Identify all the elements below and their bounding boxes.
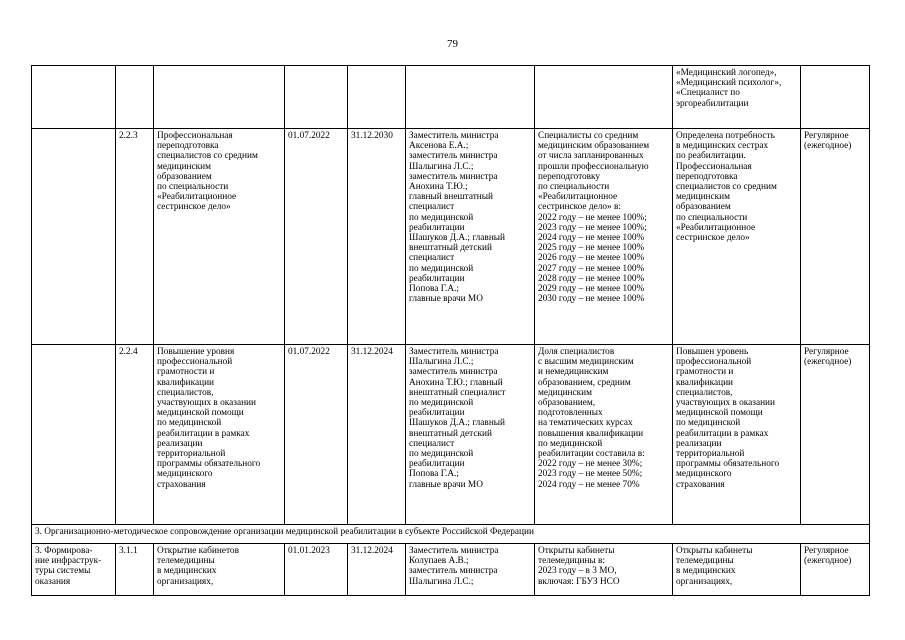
title-cell [154,66,285,129]
result-cell: Повышен уровень профессиональной грамотности и квалификации специалистов, участвующих в оказании медицинской помощи по медицинской реабилитации в рамках реализации территориальной программы обязательного медицинского страхования [673,345,801,525]
title-cell: Открытие кабинетов телемедицины в медицинских организациях, [154,544,285,596]
indicator-cell: Доля специалистов с высшим медицинским и немедицинским образованием, средним медицинским образованием, подготовленных на тематических курсах повышения квалификации по медицинской реабилитации составила в: 2022 году – не менее 30%; 2023 году – не менее 50%; 2024 году – не менее 70% [535,345,673,525]
group-cell [32,66,116,129]
section-heading: 3. Организационно-методическое сопровождение организации медицинской реабилитации в субъекте Российской Федерации [32,525,870,544]
start-date-cell: 01.07.2022 [285,345,348,525]
end-date-cell: 31.12.2030 [348,129,406,345]
group-cell [32,345,116,525]
start-date-cell: 01.01.2023 [285,544,348,596]
number-cell: 2.2.3 [116,129,154,345]
title-cell: Повышение уровня профессиональной грамотности и квалификации специалистов, участвующих в оказании медицинской помощи по медицинской реабилитации в рамках реализации территориальной программы обязательного медицинского страхования [154,345,285,525]
number-cell: 2.2.4 [116,345,154,525]
responsible-cell [406,66,535,129]
section-row [32,525,870,544]
start-date-cell [285,66,348,129]
indicator-cell: Открыты кабинеты телемедицины в: 2023 году – в 3 МО, включая: ГБУЗ НСО [535,544,673,596]
indicator-cell [535,66,673,129]
title-cell: Профессиональная переподготовка специалистов со средним медицинским образованием по специальности «Реабилитационное сестринское дело» [154,129,285,345]
periodicity-cell: Регулярное (ежегодное) [801,345,870,525]
measures-table [31,65,870,596]
number-cell [116,66,154,129]
responsible-cell: Заместитель министра Аксенова Е.А.; заместитель министра Шалыгина Л.С.; заместитель министра Анохина Т.Ю.; главный внештатный специалист по медицинской реабилитации Шашуков Д.А.; главный внештатный детский специалист по медицинской реабилитации Попова Г.А.; главные врачи МО [406,129,535,345]
group-cell: 3. Формирова- ние инфраструк- туры системы оказания [32,544,116,596]
group-cell [32,129,116,345]
result-cell: «Медицинский логопед», «Медицинский психолог», «Специалист по эргореабилитации [673,66,801,129]
periodicity-cell: Регулярное (ежегодное) [801,544,870,596]
indicator-cell: Специалисты со средним медицинским образованием от числа запланированных прошли профессиональную переподготовку по специальности «Реабилитационное сестринское дело» в: 2022 году – не менее 100%; 2023 году – не менее 100%; 2024 году – не менее 100% 2025 году – не менее 100% 2026 году – не менее 100% 2027 году – не менее 100% 2028 году – не менее 100% 2029 году – не менее 100% 2030 году – не менее 100% [535,129,673,345]
table-row [32,345,870,525]
result-cell: Определена потребность в медицинских сестрах по реабилитации. Профессиональная переподготовка специалистов со средним медицинским образованием по специальности «Реабилитационное сестринское дело» [673,129,801,345]
result-cell: Открыты кабинеты телемедицины в медицинских организациях, [673,544,801,596]
periodicity-cell: Регулярное (ежегодное) [801,129,870,345]
table-row [32,66,870,129]
end-date-cell: 31.12.2024 [348,345,406,525]
table-row [32,544,870,596]
number-cell: 3.1.1 [116,544,154,596]
end-date-cell: 31.12.2024 [348,544,406,596]
page-number: 79 [447,38,458,50]
end-date-cell [348,66,406,129]
start-date-cell: 01.07.2022 [285,129,348,345]
responsible-cell: Заместитель министра Шалыгина Л.С.; заместитель министра Анохина Т.Ю.; главный внештатный специалист по медицинской реабилитации Шашуков Д.А.; главный внештатный детский специалист по медицинской реабилитации Попова Г.А.; главные врачи МО [406,345,535,525]
table-row [32,129,870,345]
responsible-cell: Заместитель министра Колупаев А.В.; заместитель министра Шалыгина Л.С.; [406,544,535,596]
periodicity-cell [801,66,870,129]
